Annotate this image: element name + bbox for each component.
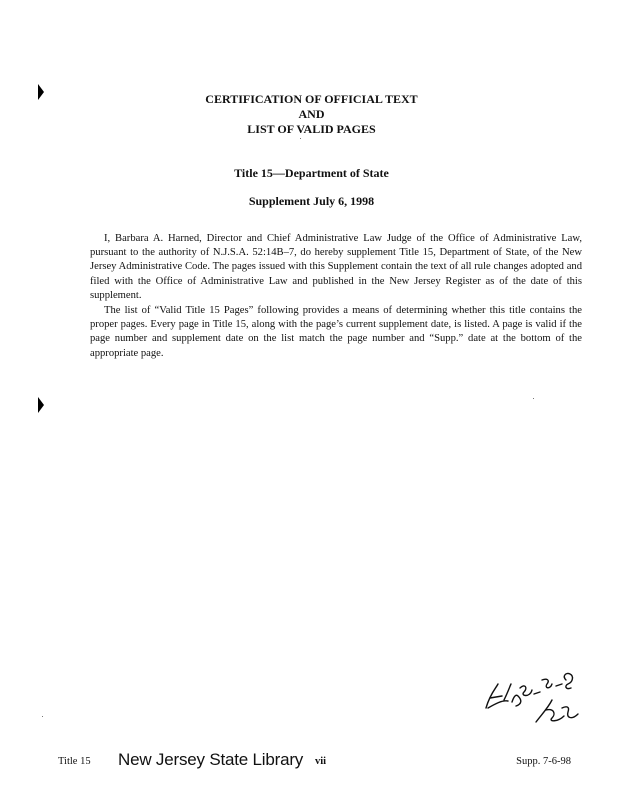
title-line-1: CERTIFICATION OF OFFICIAL TEXT: [205, 92, 418, 106]
valid-pages-paragraph: The list of “Valid Title 15 Pages” following provides a means of determining whether this title contains the proper pages. Every page in Title 15, along with the page’s current supplement date, is listed. A page is valid if the page number and supplement date on the list match the page number and “Supp.” date at the bottom of the appropriate page.: [90, 305, 582, 359]
scan-speck: [533, 398, 534, 399]
certification-paragraph: I, Barbara A. Harned, Director and Chief Administrative Law Judge of the Office of Administrative Law, pursuant to the authority of N.J.S.A. 52:14B–7, do hereby supplement Title 15, Department of State, of the New Jersey Administrative Code. The pages issued with this Supplement contain the text of all rule changes adopted and filed with the Office of Administrative Law and published in the New Jersey Register as of the date of this supplement.: [90, 233, 582, 301]
scan-speck: [42, 716, 43, 717]
page-number: vii: [315, 756, 327, 767]
page-footer: [0, 750, 623, 776]
title-line-2: AND: [298, 107, 325, 121]
scan-mark-middle: [38, 397, 44, 413]
supplement-code: Supp. 7-6-98: [516, 756, 571, 767]
footer-title: Title 15: [58, 756, 91, 767]
department-title: Title 15—Department of State: [234, 166, 389, 180]
scan-speck: [300, 138, 301, 139]
library-stamp: New Jersey State Library: [118, 750, 304, 769]
handwritten-filing-note: [480, 660, 590, 730]
title-line-3: LIST OF VALID PAGES: [247, 122, 376, 136]
certification-title: [0, 92, 623, 137]
supplement-date: Supplement July 6, 1998: [248, 194, 375, 208]
